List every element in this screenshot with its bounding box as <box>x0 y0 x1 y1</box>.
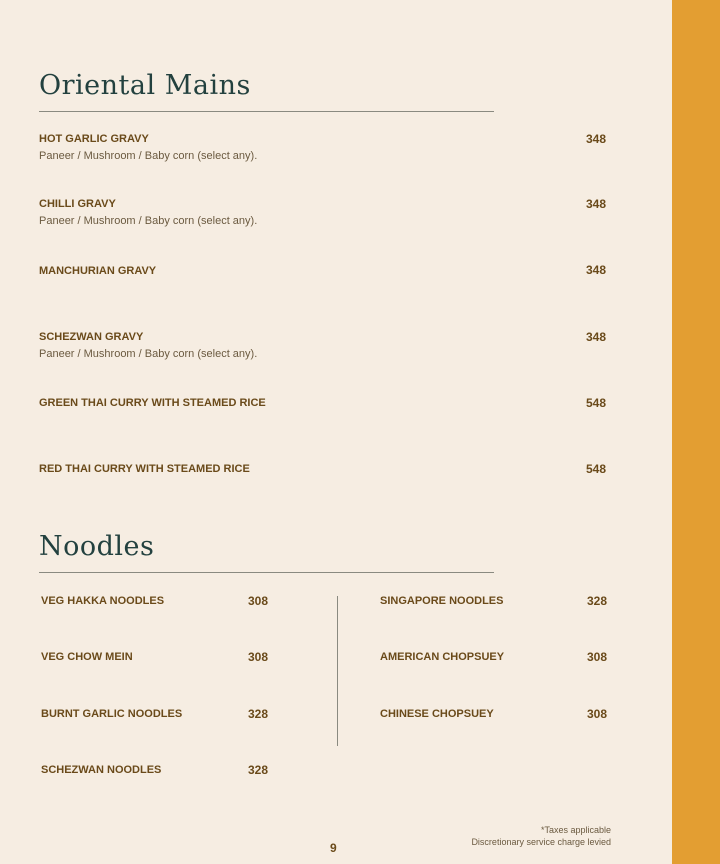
item-price: 548 <box>585 462 606 476</box>
item-price: 328 <box>248 707 269 721</box>
item-price: 308 <box>248 650 269 664</box>
item-price: 548 <box>585 396 606 410</box>
service-charge-note: Discretionary service charge levied <box>471 837 611 847</box>
section-divider <box>39 111 494 112</box>
item-price: 348 <box>585 330 606 344</box>
page-number: 9 <box>330 841 337 855</box>
section-title-noodles: Noodles <box>39 531 155 562</box>
column-divider <box>337 596 338 746</box>
item-price: 328 <box>587 594 608 608</box>
item-name: VEG HAKKA NOODLES <box>41 595 165 607</box>
section-divider <box>39 572 494 573</box>
item-description: Paneer / Mushroom / Baby corn (select any). <box>39 348 258 360</box>
item-price: 328 <box>248 763 269 777</box>
item-name: SCHEZWAN GRAVY <box>39 331 144 343</box>
item-description: Paneer / Mushroom / Baby corn (select any). <box>39 150 258 162</box>
item-description: Paneer / Mushroom / Baby corn (select any). <box>39 215 258 227</box>
item-price: 308 <box>587 707 608 721</box>
item-name: VEG CHOW MEIN <box>41 651 133 663</box>
item-price: 348 <box>585 197 606 211</box>
item-price: 308 <box>587 650 608 664</box>
item-name: BURNT GARLIC NOODLES <box>41 708 183 720</box>
item-name: SINGAPORE NOODLES <box>380 595 504 607</box>
item-name: CHILLI GRAVY <box>39 198 116 210</box>
item-name: MANCHURIAN GRAVY <box>39 265 157 277</box>
item-name: RED THAI CURRY WITH STEAMED RICE <box>39 463 250 475</box>
item-price: 308 <box>248 594 269 608</box>
section-title-oriental-mains: Oriental Mains <box>39 70 251 101</box>
item-price: 348 <box>585 132 606 146</box>
item-name: HOT GARLIC GRAVY <box>39 133 149 145</box>
item-price: 348 <box>585 263 606 277</box>
item-name: SCHEZWAN NOODLES <box>41 764 162 776</box>
item-name: GREEN THAI CURRY WITH STEAMED RICE <box>39 397 266 409</box>
taxes-note: *Taxes applicable <box>540 825 611 835</box>
item-name: AMERICAN CHOPSUEY <box>380 651 505 663</box>
item-name: CHINESE CHOPSUEY <box>380 708 494 720</box>
accent-sidebar <box>672 0 720 864</box>
